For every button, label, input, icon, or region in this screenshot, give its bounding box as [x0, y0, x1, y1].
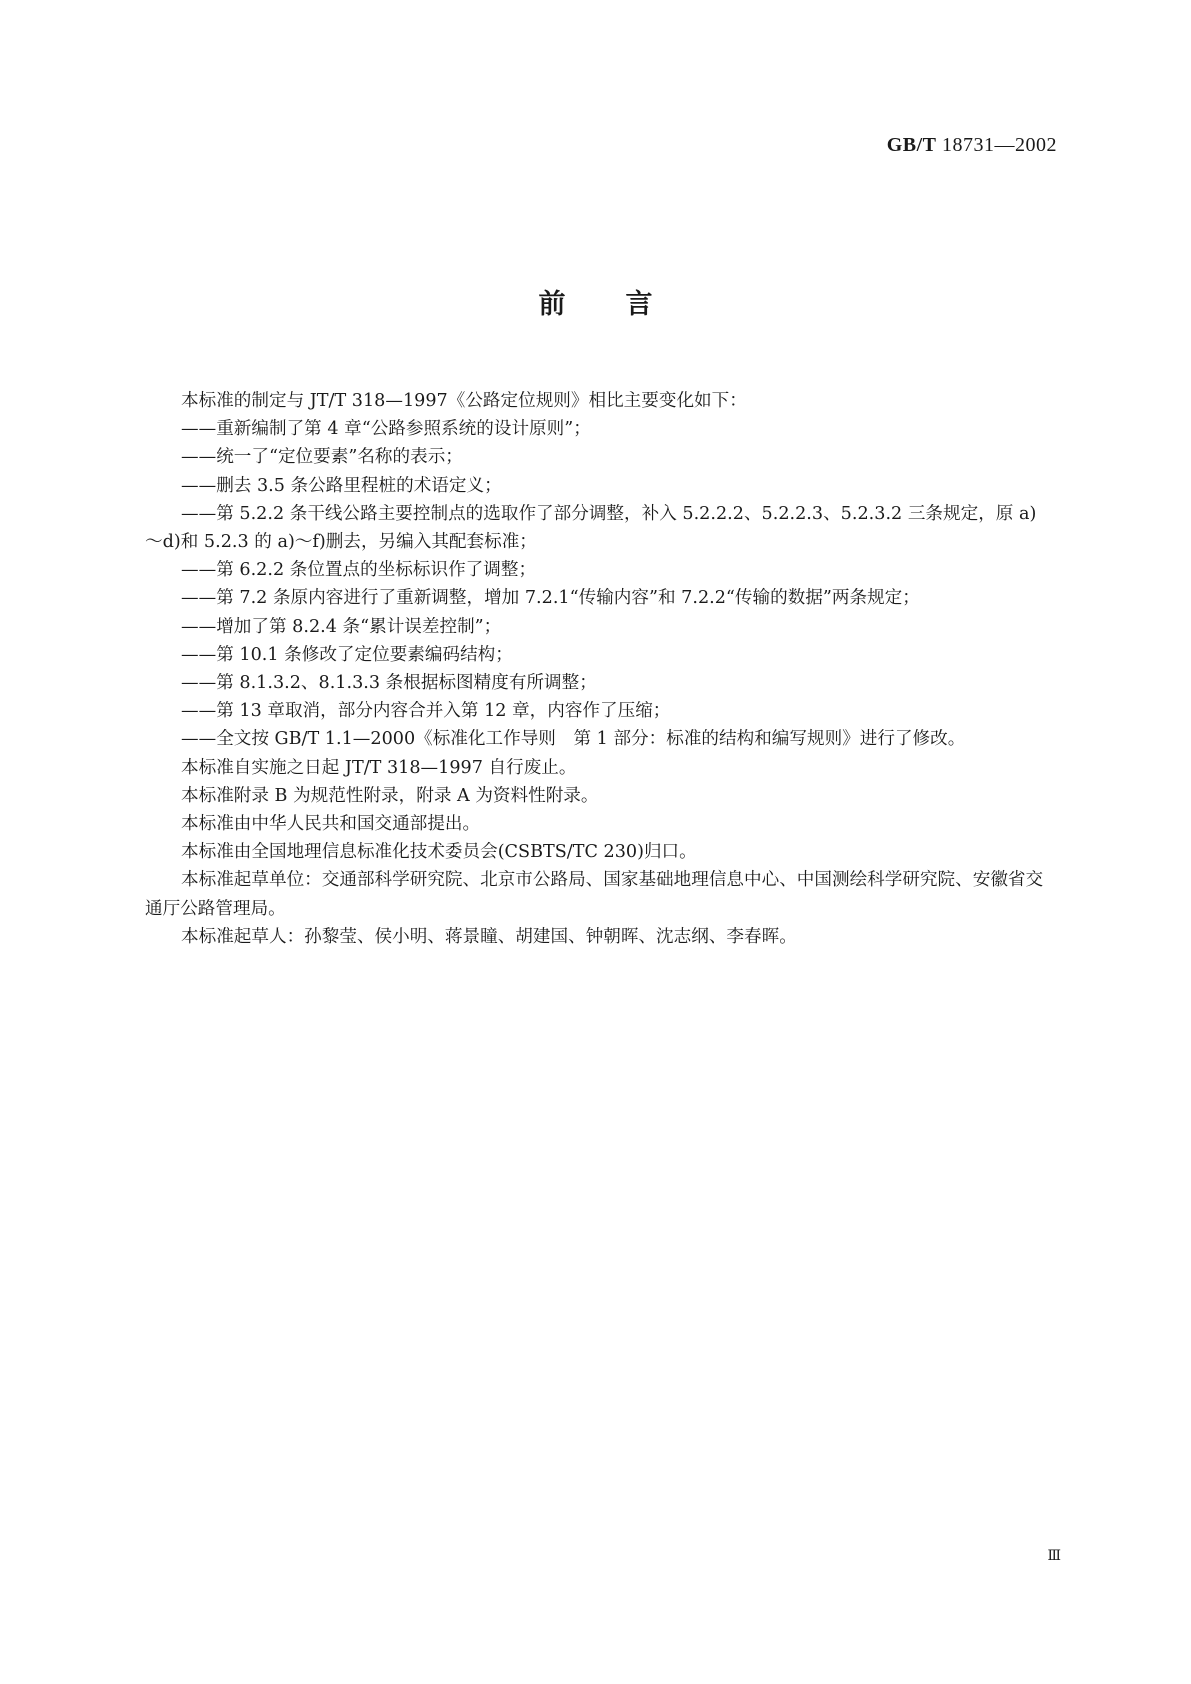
paragraph: 本标准的制定与 JT/T 318—1997《公路定位规则》相比主要变化如下：	[181, 391, 747, 411]
paragraph: 本标准由中华人民共和国交通部提出。	[181, 814, 481, 835]
change-item: ——第 8.1.3.2、8.1.3.3 条根据标图精度有所调整；	[181, 673, 597, 694]
standard-number	[887, 134, 1057, 157]
change-item: ——第 5.2.2 条干线公路主要控制点的选取作了部分调整，补入 5.2.2.2、5.2.2.3、5.2.3.2 三条规定，原 a)～d)和 5.2.3 的 a)～f)删去，另编入其配套标准；	[145, 503, 1037, 553]
page-title: 前言	[538, 289, 713, 320]
change-item: ——删去 3.5 条公路里程桩的术语定义；	[181, 475, 502, 496]
change-item: ——统一了“定位要素”名称的表示；	[181, 447, 463, 468]
standard-prefix: GB/T	[886, 134, 937, 156]
paragraph: 本标准附录 B 为规范性附录，附录 A 为资料性附录。	[181, 785, 599, 806]
paragraph: 本标准起草单位：交通部科学研究院、北京市公路局、国家基础地理信息中心、中国测绘科学研究院、安徽省交通厅公路管理局。	[145, 870, 1044, 919]
page-number: Ⅲ	[1047, 1548, 1061, 1564]
change-item: ——第 6.2.2 条位置点的坐标标识作了调整；	[181, 560, 537, 581]
change-item: ——第 10.1 条修改了定位要素编码结构；	[181, 644, 513, 665]
paragraph: 本标准自实施之日起 JT/T 318—1997 自行废止。	[181, 757, 577, 778]
change-item: ——重新编制了第 4 章“公路参照系统的设计原则”；	[181, 419, 591, 440]
change-item: ——第 13 章取消，部分内容合并入第 12 章，内容作了压缩；	[181, 701, 671, 722]
paragraph: 本标准由全国地理信息标准化技术委员会(CSBTS/TC 230)归口。	[181, 842, 697, 863]
foreword-body	[145, 387, 1050, 951]
change-item: ——增加了第 8.2.4 条“累计误差控制”；	[181, 616, 502, 637]
standard-code: 18731—2002	[942, 134, 1057, 156]
change-item: ——第 7.2 条原内容进行了重新调整，增加 7.2.1“传输内容”和 7.2.2“传输的数据”两条规定；	[181, 588, 920, 609]
paragraph: 本标准起草人：孙黎莹、侯小明、蒋景瞳、胡建国、钟朝晖、沈志纲、李春晖。	[181, 926, 797, 947]
change-item: ——全文按 GB/T 1.1—2000《标准化工作导则 第 1 部分：标准的结构和编写规则》进行了修改。	[181, 729, 966, 750]
